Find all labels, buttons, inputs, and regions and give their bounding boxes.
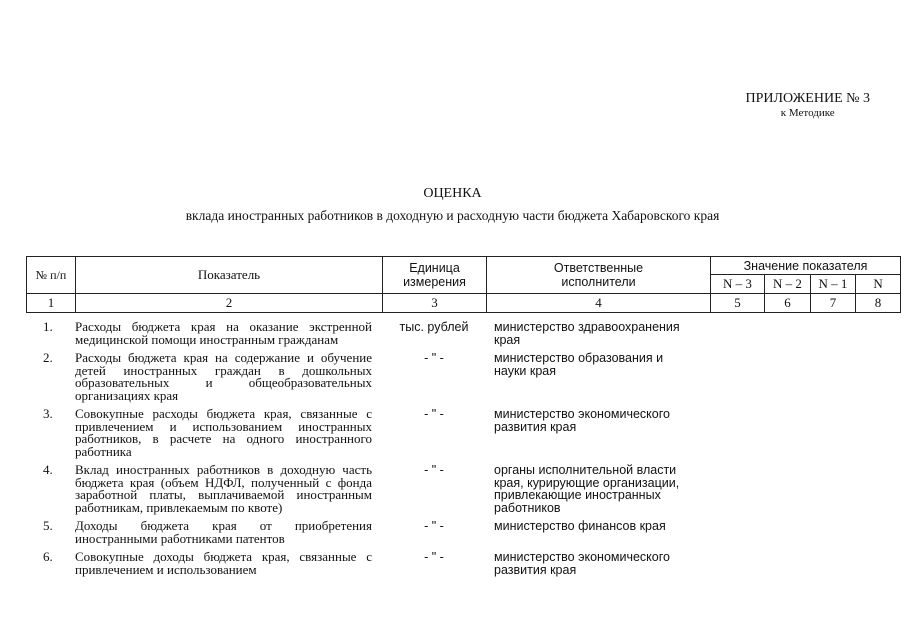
header-unit: Единица измерения: [383, 257, 487, 294]
row-number: 1.: [43, 319, 53, 334]
table-row: [26, 352, 690, 408]
document-subtitle: вклада иностранных работников в доходную и расходную части бюджета Хабаровского края: [185, 208, 720, 223]
column-number: 3: [383, 294, 487, 313]
row-responsible: министерство здравоохранения края: [494, 320, 680, 347]
header-year: N: [856, 275, 901, 294]
column-number: 1: [27, 294, 76, 313]
header-year: N – 2: [765, 275, 811, 294]
header-year: N – 1: [811, 275, 856, 294]
column-number: 2: [76, 294, 383, 313]
row-number: 6.: [43, 549, 53, 564]
column-number: 5: [711, 294, 765, 313]
table-row: [26, 551, 690, 582]
table-row: [26, 464, 690, 520]
header-num: № п/п: [27, 257, 76, 294]
row-indicator: Совокупные доходы бюджета края, связанные с привлечением и использованием: [75, 549, 372, 577]
row-responsible: министерство образования и науки края: [494, 351, 664, 378]
table-row: [26, 321, 690, 352]
row-unit: - " -: [424, 519, 444, 533]
table-body: [26, 321, 690, 582]
row-responsible: министерство экономического развития края: [494, 550, 670, 577]
row-number: 4.: [43, 462, 53, 477]
row-responsible: министерство финансов края: [494, 519, 666, 533]
row-unit: - " -: [424, 407, 444, 421]
appendix-title: ПРИЛОЖЕНИЕ № 3: [745, 91, 870, 106]
column-number: 7: [811, 294, 856, 313]
row-unit: - " -: [424, 351, 444, 365]
header-responsible: Ответственные исполнители: [487, 257, 711, 294]
row-indicator: Совокупные расходы бюджета края, связанные с привлечением и использованием иностранных работников, в расчете на одного иностранного работника: [75, 406, 372, 459]
header-value-group: Значение показателя: [711, 257, 901, 275]
column-number: 6: [765, 294, 811, 313]
header-year: N – 3: [711, 275, 765, 294]
row-number: 5.: [43, 518, 53, 533]
table-row: [26, 408, 690, 464]
table-header: [26, 256, 901, 313]
document-title: ОЦЕНКА: [423, 186, 482, 201]
row-unit: - " -: [424, 550, 444, 564]
row-responsible: министерство экономического развития края: [494, 407, 670, 434]
row-indicator: Расходы бюджета края на оказание экстренной медицинской помощи иностранным гражданам: [75, 319, 372, 347]
row-responsible: органы исполнительной власти края, курирующие организации, привлекающие иностранных работников: [494, 463, 680, 515]
column-number: 8: [856, 294, 901, 313]
row-unit: тыс. рублей: [399, 320, 469, 334]
row-indicator: Вклад иностранных работников в доходную часть бюджета края (объем НДФЛ, полученный с фонда заработной платы, выплачиваемой иностранным работникам, привлекаемым по квоте): [75, 462, 372, 515]
row-unit: - " -: [424, 463, 444, 477]
row-indicator: Расходы бюджета края на содержание и обучение детей иностранных граждан в дошкольных образовательных и общеобразовательных организациях края: [75, 350, 372, 403]
row-number: 2.: [43, 350, 53, 365]
row-indicator: Доходы бюджета края от приобретения иностранными работниками патентов: [75, 518, 372, 546]
table-row: [26, 520, 690, 551]
row-number: 3.: [43, 406, 53, 421]
header-indicator: Показатель: [76, 257, 383, 294]
appendix-subtitle: к Методике: [780, 107, 835, 119]
column-number: 4: [487, 294, 711, 313]
appendix-label: [746, 91, 871, 120]
